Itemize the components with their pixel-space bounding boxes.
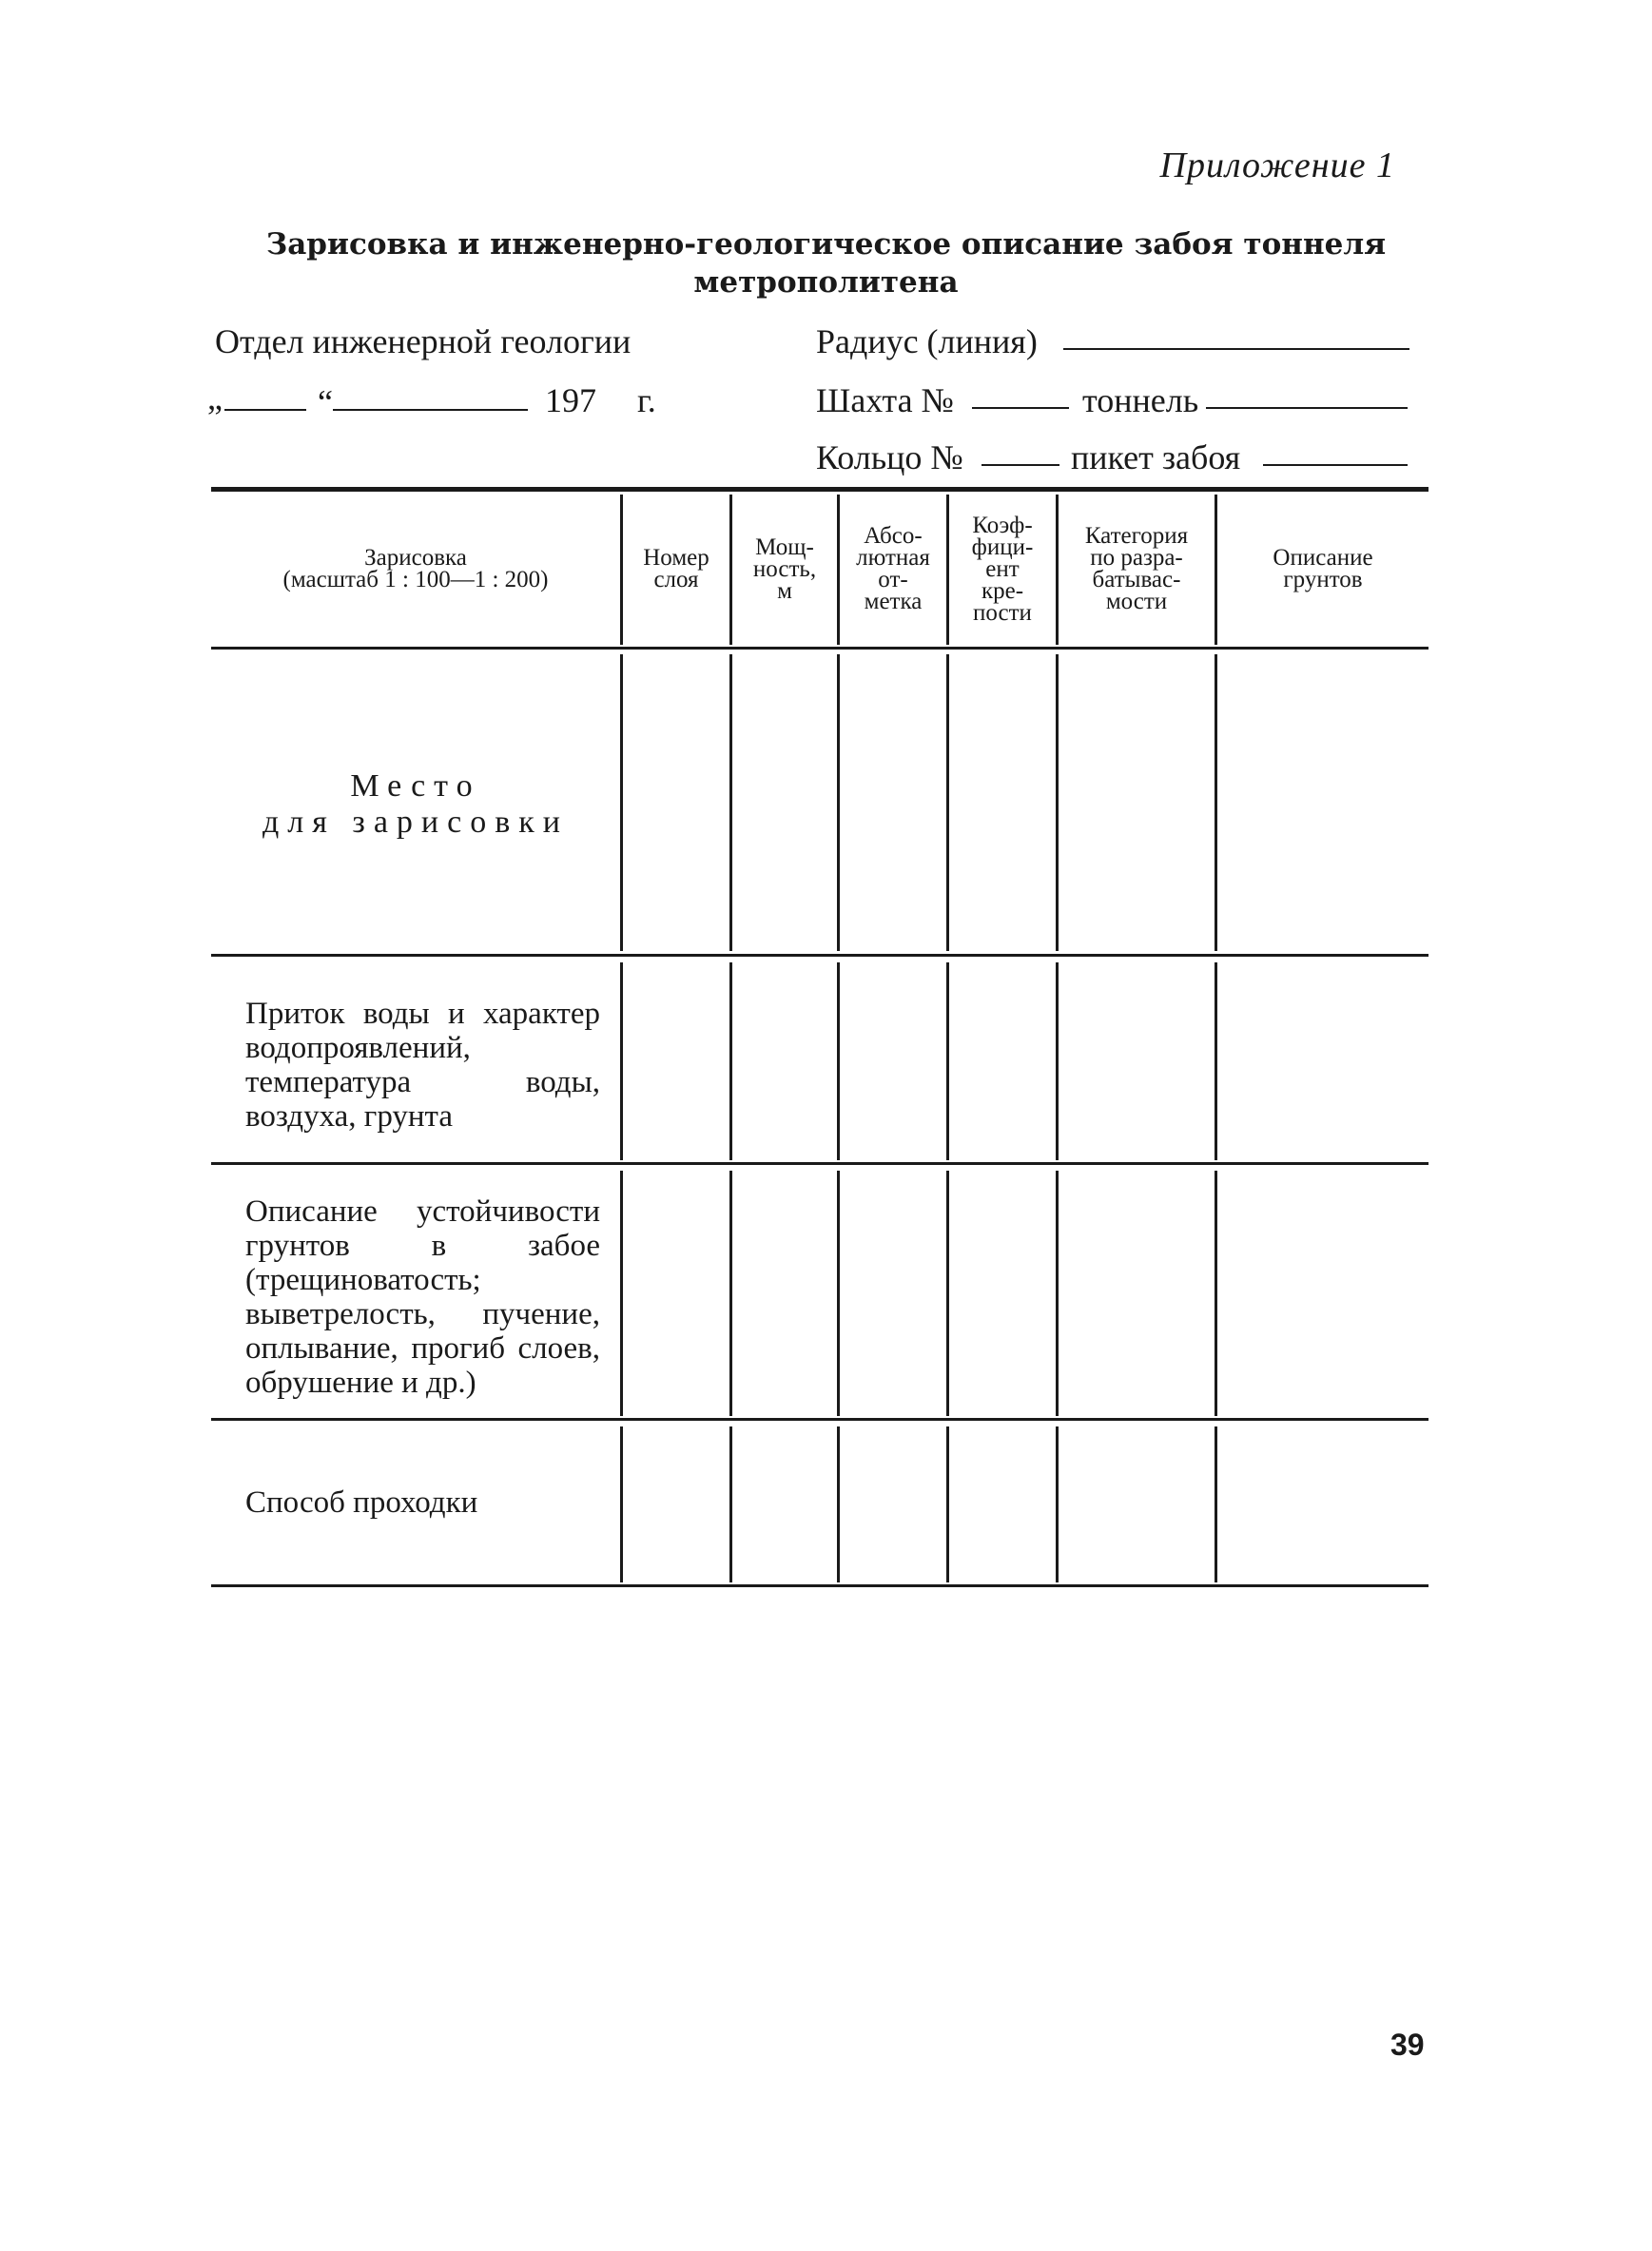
page-number: 39: [1390, 2028, 1425, 2062]
column-header-layer-number: Номер слоя: [643, 545, 709, 592]
column-header-excavation-category: Категория по разра- батывас- мости: [1084, 523, 1189, 614]
title-line-1: Зарисовка и инженерно-геологическое описание забоя тоннеля: [265, 227, 1387, 262]
sketch-placeholder-line-1: Место: [350, 768, 481, 804]
sketch-placeholder-line-2: для зарисовки: [262, 805, 569, 840]
column-divider: [946, 962, 949, 1160]
picket-label: пикет забоя: [1071, 438, 1241, 476]
appendix-label: Приложение 1: [1159, 146, 1395, 185]
column-divider: [837, 654, 840, 951]
row-label-soil-stability: Описание устойчивости грунтов в забое (трещиноватость; выветрелость, пучение, оплывание, прогиб слоев, обрушение и др.): [245, 1194, 600, 1400]
column-divider: [1215, 654, 1217, 951]
picket-blank[interactable]: [1263, 464, 1408, 466]
table-bottom-rule: [211, 1584, 1428, 1587]
column-header-sketch: Зарисовка (масштаб 1 : 100—1 : 200): [282, 545, 549, 592]
row-label-water-inflow: Приток воды и характер водопроявлений, температура воды, воздуха, грунта: [245, 997, 600, 1134]
sketch-row-bottom-rule: [211, 954, 1428, 957]
column-divider: [1056, 654, 1059, 951]
shaft-blank[interactable]: [972, 407, 1069, 409]
date-close-quote: “: [318, 383, 333, 421]
date-month-blank[interactable]: [333, 409, 528, 411]
column-divider: [837, 962, 840, 1160]
date-year-suffix: г.: [637, 381, 656, 419]
column-divider: [620, 1171, 623, 1416]
column-divider: [729, 1171, 732, 1416]
tunnel-blank[interactable]: [1206, 407, 1408, 409]
column-divider: [1056, 962, 1059, 1160]
column-divider: [946, 1426, 949, 1582]
date-day-blank[interactable]: [224, 409, 306, 411]
table-top-rule: [211, 487, 1428, 492]
column-header-absolute-mark: Абсо- лютная от- метка: [856, 523, 930, 614]
title-line-2: метрополитена: [693, 265, 959, 300]
date-year: 197: [545, 381, 596, 419]
water-row-bottom-rule: [211, 1162, 1428, 1165]
document-title: [0, 225, 1652, 301]
column-divider: [946, 654, 949, 951]
column-divider: [620, 962, 623, 1160]
ring-blank[interactable]: [981, 464, 1059, 466]
column-divider: [729, 1426, 732, 1582]
column-divider: [1215, 1426, 1217, 1582]
column-divider: [620, 1426, 623, 1582]
radius-blank[interactable]: [1063, 348, 1409, 350]
shaft-label: Шахта №: [816, 381, 954, 419]
column-divider: [729, 654, 732, 951]
column-divider: [837, 1171, 840, 1416]
header-bottom-rule: [211, 647, 1428, 650]
column-header-strength-coefficient: Коэф- фици- ент кре- пости: [971, 512, 1034, 626]
column-divider: [1215, 962, 1217, 1160]
row-label-tunneling-method: Способ проходки: [245, 1485, 478, 1520]
stability-row-bottom-rule: [211, 1418, 1428, 1421]
tunnel-label: тоннель: [1082, 381, 1199, 419]
column-divider: [1056, 1426, 1059, 1582]
column-header-soil-description: Описание грунтов: [1273, 545, 1373, 592]
column-header-thickness: Мощ- ность, м: [752, 534, 817, 604]
column-divider: [837, 1426, 840, 1582]
date-open-quote: „: [207, 378, 223, 417]
column-divider: [946, 1171, 949, 1416]
column-divider: [729, 962, 732, 1160]
ring-label: Кольцо №: [816, 438, 963, 476]
column-divider: [1056, 1171, 1059, 1416]
radius-label: Радиус (линия): [816, 322, 1038, 360]
column-divider: [1215, 1171, 1217, 1416]
column-divider: [620, 654, 623, 951]
department-label: Отдел инженерной геологии: [215, 322, 632, 360]
